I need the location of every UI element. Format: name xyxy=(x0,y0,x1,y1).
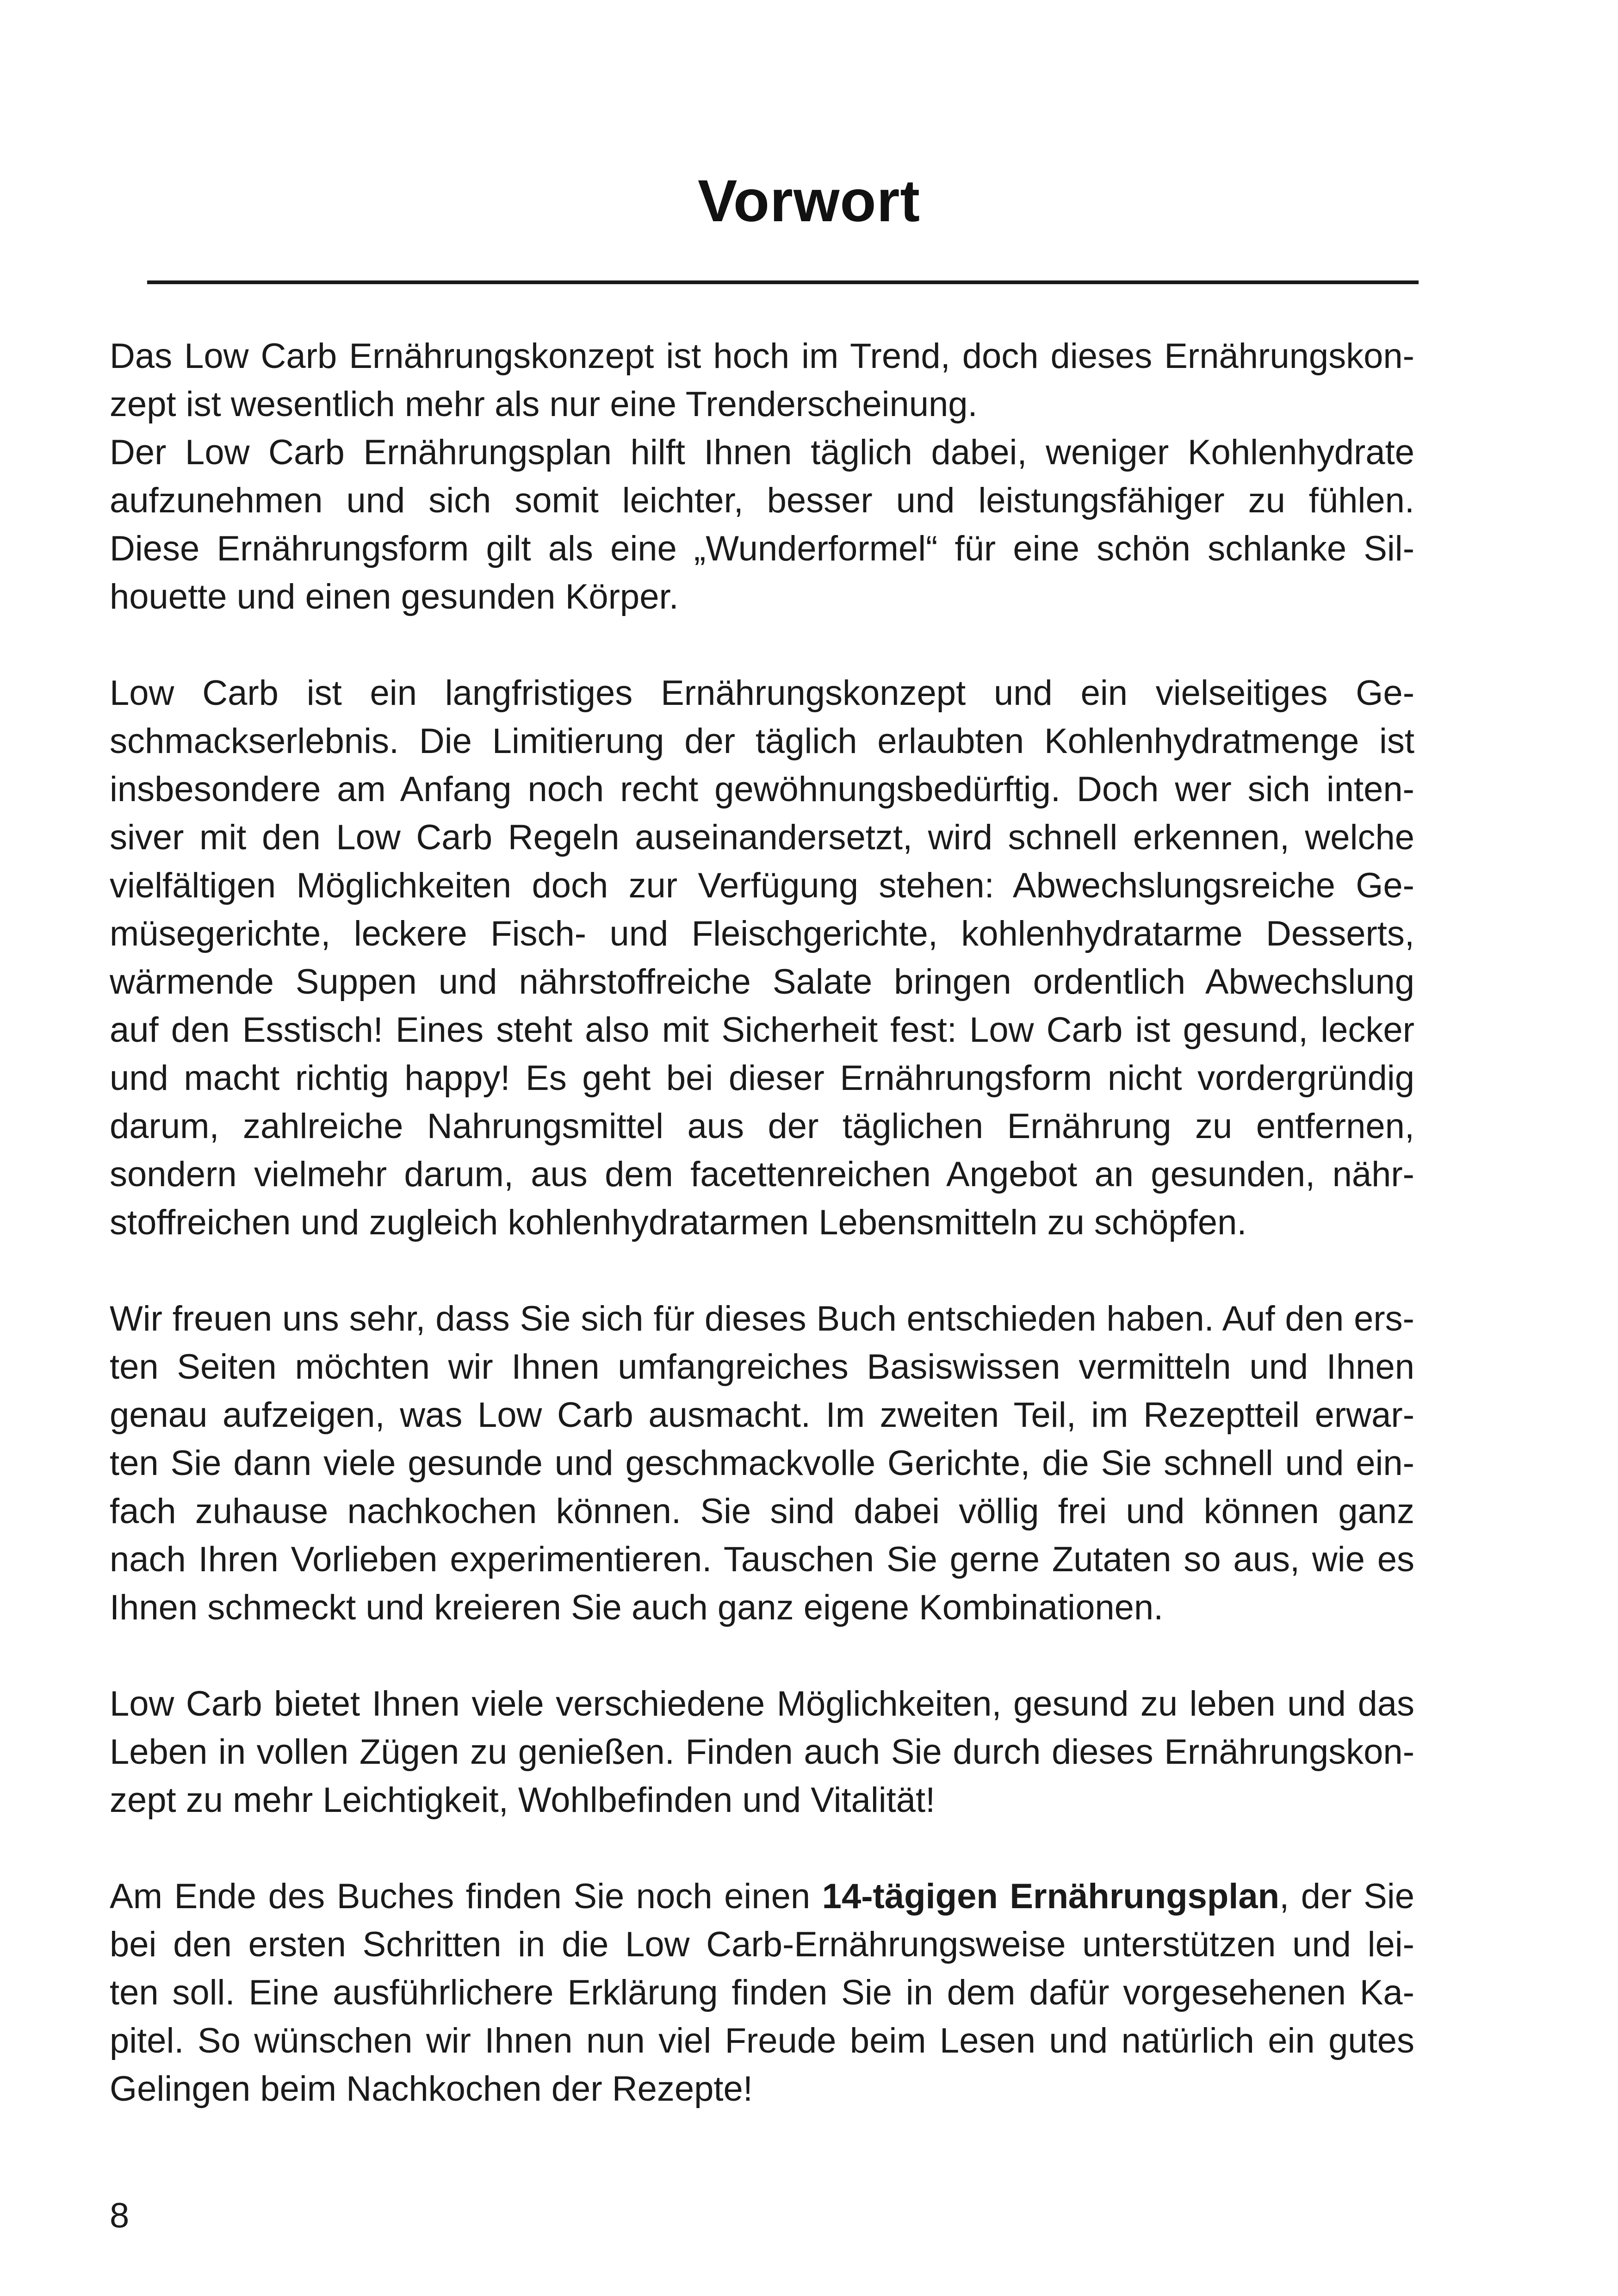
text-line: zept zu mehr Leichtigkeit, Wohlbefinden und Vitalität! xyxy=(110,1780,936,1820)
text-line: siver mit den Low Carb Regeln auseinandersetzt, wird schnell erkennen, welche xyxy=(110,818,1414,857)
text-line: müsegerichte, leckere Fisch- und Fleischgerichte, kohlenhydratarme Desserts, xyxy=(110,914,1414,953)
text-line: insbesondere am Anfang noch recht gewöhnungsbedürftig. Doch wer sich inten- xyxy=(110,770,1414,809)
text-line xyxy=(110,1873,1414,1921)
text-line: Ihnen schmeckt und kreieren Sie auch ganz eigene Kombinationen. xyxy=(110,1588,1164,1627)
text-line: schmackserlebnis. Die Limitierung der täglich erlaubten Kohlenhydratmenge ist xyxy=(110,722,1414,761)
paragraph-1 xyxy=(110,332,1414,621)
text-line: Das Low Carb Ernährungskonzept ist hoch im Trend, doch dieses Ernährungskon- xyxy=(110,336,1414,376)
text-line: Low Carb bietet Ihnen viele verschiedene Möglichkeiten, gesund zu leben und das xyxy=(110,1684,1414,1724)
text-line: darum, zahlreiche Nahrungsmittel aus der täglichen Ernährung zu entfernen, xyxy=(110,1107,1414,1146)
text-line: Gelingen beim Nachkochen der Rezepte! xyxy=(110,2069,753,2109)
paragraph-2 xyxy=(110,669,1414,1247)
text-line: Der Low Carb Ernährungsplan hilft Ihnen täglich dabei, weniger Kohlenhydrate xyxy=(110,433,1414,472)
text-line: pitel. So wünschen wir Ihnen nun viel Freude beim Lesen und natürlich ein gutes xyxy=(110,2021,1414,2060)
page-body xyxy=(110,332,1414,2161)
text-line: auf den Esstisch! Eines steht also mit Sicherheit fest: Low Carb ist gesund, lecker xyxy=(110,1010,1414,1050)
text-line: ten Sie dann viele gesunde und geschmackvolle Gerichte, die Sie schnell und ein- xyxy=(110,1444,1414,1483)
paragraph-5 xyxy=(110,1873,1414,2113)
text-line: nach Ihren Vorlieben experimentieren. Tauschen Sie gerne Zutaten so aus, wie es xyxy=(110,1540,1414,1579)
paragraph-3 xyxy=(110,1295,1414,1632)
text-line: Wir freuen uns sehr, dass Sie sich für dieses Buch entschieden haben. Auf den ers- xyxy=(110,1299,1414,1338)
text-line: zept ist wesentlich mehr als nur eine Trenderscheinung. xyxy=(110,385,978,424)
text-line: Low Carb ist ein langfristiges Ernährungskonzept und ein vielseitiges Ge- xyxy=(110,673,1414,713)
title-underline-rule xyxy=(147,280,1419,284)
text-line: aufzunehmen und sich somit leichter, besser und leistungsfähiger zu fühlen. xyxy=(110,481,1414,520)
text-run: Am Ende des Buches finden Sie noch einen xyxy=(110,1877,822,1916)
text-line: genau aufzeigen, was Low Carb ausmacht. Im zweiten Teil, im Rezeptteil erwar- xyxy=(110,1395,1414,1435)
bold-text-meal-plan: 14-tägigen Ernährungsplan xyxy=(822,1877,1280,1916)
text-run: , der Sie xyxy=(1279,1877,1414,1916)
text-line: bei den ersten Schritten in die Low Carb-Ernährungsweise unterstützen und lei- xyxy=(110,1925,1414,1964)
text-line: und macht richtig happy! Es geht bei dieser Ernährungsform nicht vordergründig xyxy=(110,1058,1414,1098)
text-line: Diese Ernährungsform gilt als eine „Wunderformel“ für eine schön schlanke Sil- xyxy=(110,529,1414,568)
text-line: ten Seiten möchten wir Ihnen umfangreiches Basiswissen vermitteln und Ihnen xyxy=(110,1347,1414,1387)
page-title: Vorwort xyxy=(697,168,921,234)
paragraph-4 xyxy=(110,1680,1414,1824)
text-line: stoffreichen und zugleich kohlenhydratarmen Lebensmitteln zu schöpfen. xyxy=(110,1203,1247,1242)
text-line: vielfältigen Möglichkeiten doch zur Verfügung stehen: Abwechslungsreiche Ge- xyxy=(110,866,1414,905)
text-line: Leben in vollen Zügen zu genießen. Finden auch Sie durch dieses Ernährungskon- xyxy=(110,1732,1414,1772)
page-number: 8 xyxy=(110,2196,130,2235)
text-line: wärmende Suppen und nährstoffreiche Salate bringen ordentlich Abwechslung xyxy=(110,962,1414,1002)
text-line: houette und einen gesunden Körper. xyxy=(110,577,679,616)
text-line: sondern vielmehr darum, aus dem facettenreichen Angebot an gesunden, nähr- xyxy=(110,1155,1414,1194)
text-line: fach zuhause nachkochen können. Sie sind dabei völlig frei und können ganz xyxy=(110,1492,1414,1531)
text-line: ten soll. Eine ausführlichere Erklärung finden Sie in dem dafür vorgesehenen Ka- xyxy=(110,1973,1414,2012)
